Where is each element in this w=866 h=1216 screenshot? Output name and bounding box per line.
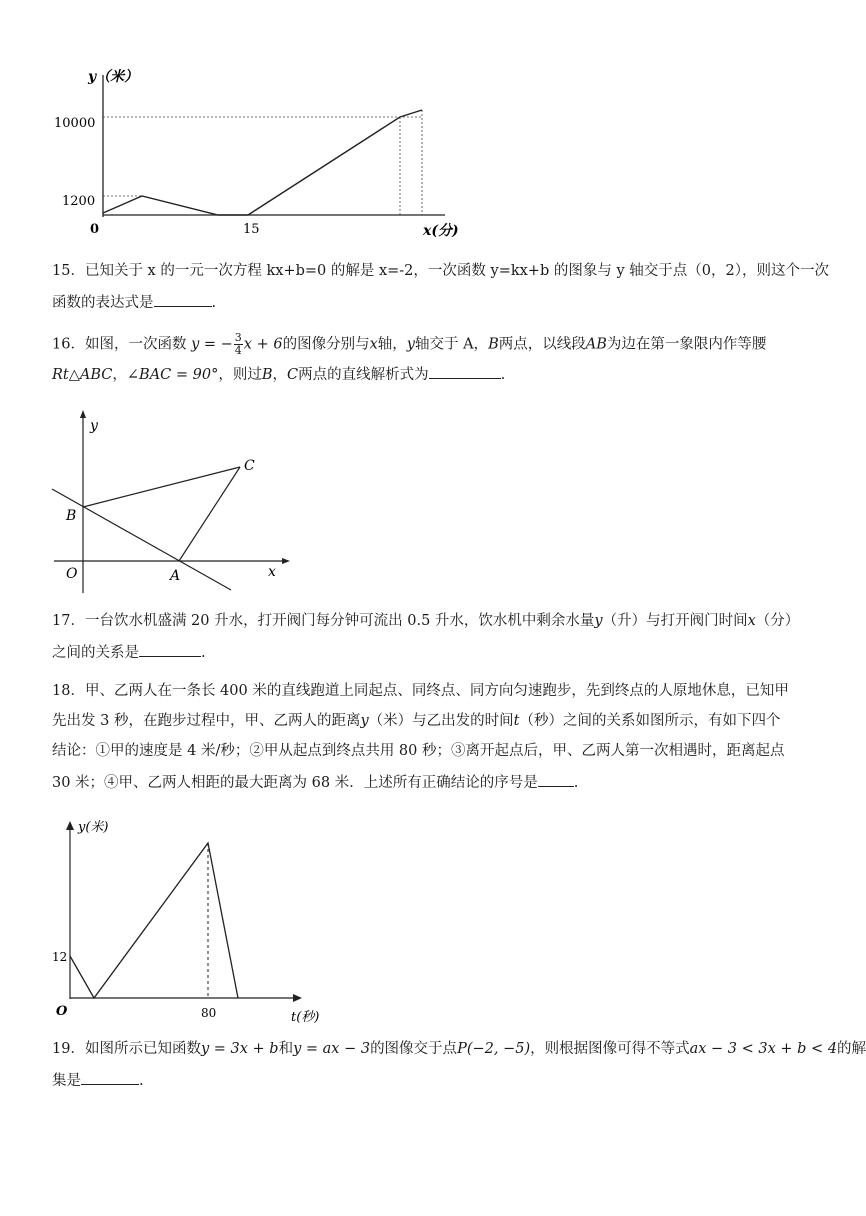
graph-line [103,110,422,215]
q16-bvar: B [488,336,499,353]
q17-line-1 [52,610,812,632]
q17-end: . [201,645,206,661]
q19-mid3: 的解 [837,1041,866,1057]
q17-line-2 [52,640,812,662]
y-axis-arrow [66,821,74,830]
q19-point: P(−2, −5) [457,1041,531,1057]
segment-ac [179,467,240,561]
q18-line-3 [52,740,812,762]
q18-tvar: t [513,713,520,729]
q18-yvar: y [360,713,369,729]
q19-ineq: ax − 3 < 3x + b < 4 [689,1041,838,1057]
q19-line-2 [52,1068,812,1090]
figure-q14-graph [40,55,480,245]
tick-12: 12 [52,950,68,964]
q16-formula-rest: x + 6 [243,336,283,353]
q18-text-2b: （米）与乙出发的时间 [368,713,514,729]
q18-text-2c: （秒）之间的关系如图所示，有如下四个 [519,713,781,729]
q18-text-2a: 先出发 3 秒，在跑步过程中，甲、乙两人的距离 [52,713,361,729]
label-x: x [268,564,276,580]
q16-formula-y: y [191,336,200,353]
q16-mid2: 轴， [377,336,407,353]
q18-text-3: 结论：①甲的速度是 4 米/秒；②甲从起点到终点共用 80 秒；③离开起点后，甲、乙两人第一次相遇时，距离起点 [52,743,785,759]
q16-line-1 [52,331,812,357]
graph-line [70,843,238,998]
question-15 [52,260,829,312]
q15-line-2 [52,290,812,312]
tick-origin: 0 [90,222,100,237]
q19-end: . [139,1073,144,1089]
q19-f1: y = 3x + b [200,1041,279,1057]
q16-b2: B [261,367,273,383]
q19-line-1 [52,1038,866,1060]
q16-pre: 如图，一次函数 [84,336,187,353]
q15-number: 15． [52,263,85,279]
q19-and: 和 [278,1041,294,1057]
y-axis-label: y（米） [88,69,139,85]
q16-frac-den: 4 [234,344,242,357]
q16-mid5: 为边在第一象限内作等腰 [606,336,767,353]
q17-pre: 一台饮水机盛满 20 升水，打开阀门每分钟可流出 0.5 升水，饮水机中剩余水量 [84,613,595,629]
q18-answer-blank[interactable] [538,770,574,787]
q17-yvar: y [594,613,603,629]
q15-answer-blank[interactable] [154,290,212,307]
q16-answer-blank[interactable] [429,362,501,379]
q18-line-4 [52,770,812,792]
label-b: B [66,508,77,524]
q16-mid4: 两点，以线段 [498,336,586,353]
q15-end: . [211,295,217,311]
tick-1200: 1200 [62,194,96,209]
q17-number: 17． [52,613,85,629]
q15-text-2: 函数的表达式是 [52,295,154,311]
label-o: O [66,566,78,582]
figure-q16-triangle [46,408,296,598]
q16-mid3: 轴交于 A， [414,336,489,353]
label-y: y [90,418,98,434]
q17-answer-blank[interactable] [139,640,201,657]
q18-line-1 [52,680,812,702]
q16-yvar: y [406,336,415,353]
q18-text-4: 30 米；④甲、乙两人相距的最大距离为 68 米．上述所有正确结论的序号是 [52,775,538,791]
tick-10000: 10000 [54,116,96,131]
q16-formula-eq: = − [199,336,233,353]
question-18 [52,680,812,792]
q16-ab: AB [585,336,607,353]
q16-c2: C [287,367,299,383]
x-axis-arrow [293,994,302,1002]
tick-15: 15 [243,222,260,237]
q19-number: 19． [52,1041,85,1057]
tick-80: 80 [201,1006,217,1020]
question-16 [52,332,812,384]
y-axis-arrow [80,410,86,418]
q18-number: 18． [52,683,85,699]
q16-mid6: ， [112,367,127,383]
q19-answer-blank[interactable] [81,1068,139,1085]
x-axis-label: t(秒) [291,1010,320,1025]
q16-mid7: ，则过 [218,367,262,383]
q17-mid2: （分） [755,613,800,629]
y-axis-label: y(米) [78,820,109,835]
q16-frac-num: 3 [234,331,242,344]
question-19 [52,1038,866,1090]
q15-line-1 [52,260,829,282]
q16-line-2 [52,362,812,384]
q17-xvar: x [747,613,756,629]
q16-number: 16． [52,336,85,353]
origin-label: O [56,1004,68,1019]
q16-end: . [500,367,506,383]
q16-mid1: 的图像分别与 [282,336,370,353]
q16-mid9: 两点的直线解析式为 [298,367,429,383]
question-17 [52,610,812,662]
x-axis-label: x(分) [423,223,459,239]
q16-xvar: x [369,336,378,353]
q16-rt: Rt△ABC [52,367,113,383]
label-c: C [244,458,255,474]
q18-line-2 [52,710,812,732]
segment-bc [83,467,240,507]
q18-text-1: 甲、乙两人在一条长 400 米的直线跑道上同起点、同终点、同方向匀速跑步，先到终点的人原地休息，已知甲 [84,683,789,699]
q16-mid8: ， [272,367,287,383]
x-axis-arrow [282,558,290,564]
q18-end: . [573,775,579,791]
q19-line2: 集是 [52,1073,81,1089]
q15-text-1: 已知关于 x 的一元一次方程 kx+b=0 的解是 x=-2，一次函数 y=kx+b 的图象与 y 轴交于点（0，2），则这个一次 [84,263,829,279]
q19-mid: 的图像交于点 [370,1041,458,1057]
q19-f2: y = ax − 3 [293,1041,371,1057]
label-a: A [170,568,181,584]
q19-mid2: ，则根据图像可得不等式 [530,1041,690,1057]
q17-mid1: （升）与打开阀门时间 [602,613,748,629]
line-ab [52,489,231,590]
q17-line2: 之间的关系是 [52,645,139,661]
figure-q18-graph [46,815,320,1027]
q16-fraction [234,332,243,357]
q19-pre: 如图所示已知函数 [84,1041,201,1057]
q16-angle: ∠BAC = 90° [126,367,219,383]
